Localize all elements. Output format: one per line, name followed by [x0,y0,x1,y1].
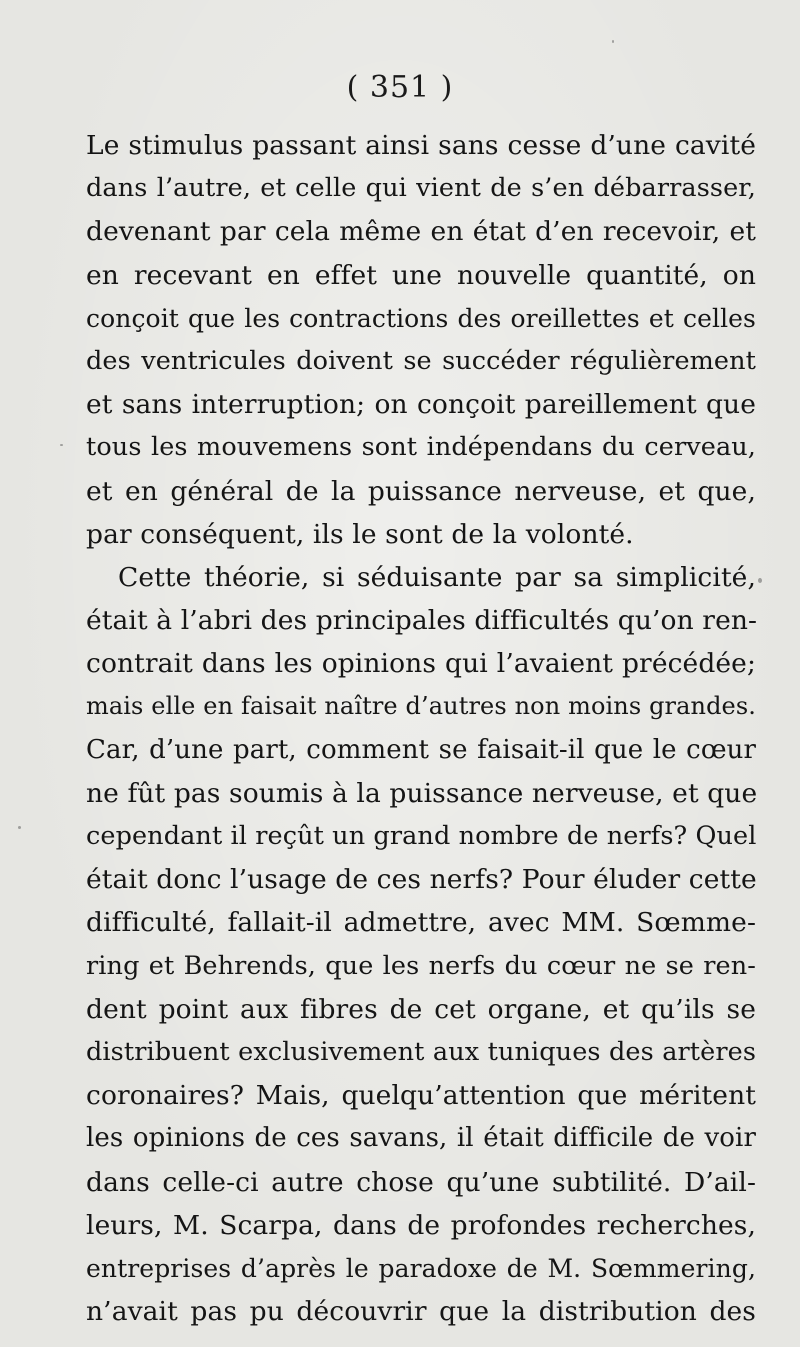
text-line: contrait dans les opinions qui l’avaient précédée; [86,648,756,680]
text-line: n’avait pas pu découvrir que la distribution des [86,1296,756,1328]
paper-speck [60,444,63,446]
text-line: devenant par cela même en état d’en recevoir, et [86,216,756,248]
paper-speck [18,826,21,829]
text-line: dans l’autre, et celle qui vient de s’en débarrasser, [86,173,756,204]
text-line: distribuent exclusivement aux tuniques des artères [86,1036,756,1067]
text-line: en recevant en effet une nouvelle quantité, on [86,259,756,291]
text-line: Cette théorie, si séduisante par sa simplicité, [118,561,756,593]
text-line: les opinions de ces savans, il était difficile de voir [86,1123,756,1154]
text-line: conçoit que les contractions des oreillettes et celles [86,303,756,333]
paper-speck [758,578,762,583]
body-text [86,124,756,1333]
text-line: était à l’abri des principales difficultés qu’on ren- [86,605,758,637]
text-line: tous les mouvemens sont indépendans du cerveau, [86,432,756,463]
text-line: mais elle en faisait naître d’autres non moins grandes. [86,692,756,721]
text-line: Le stimulus passant ainsi sans cesse d’une cavité [86,130,756,161]
text-line: Car, d’une part, comment se faisait-il que le cœur [86,734,756,765]
text-line: des ventricules doivent se succéder régulièrement [86,345,756,376]
text-line: par conséquent, ils le sont de la volonté. [86,518,634,550]
text-line: dans celle-ci autre chose qu’une subtilité. D’ail- [86,1166,756,1198]
text-line: entreprises d’après le paradoxe de M. Sœmmering, [86,1253,756,1283]
text-line: ring et Behrends, que les nerfs du cœur ne se ren- [86,950,756,981]
text-line: cependant il reçût un grand nombre de nerfs? Quel [86,821,757,851]
text-line: et sans interruption; on conçoit pareillement que [86,389,756,421]
text-line: leurs, M. Scarpa, dans de profondes recherches, [86,1209,756,1241]
text-line: et en général de la puissance nerveuse, et que, [86,475,756,507]
page-number: ( 351 ) [346,70,454,105]
text-line: difficulté, fallait-il admettre, avec MM. Sœmme- [86,907,756,939]
text-line: dent point aux fibres de cet organe, et qu’ils se [86,993,756,1025]
text-line: était donc l’usage de ces nerfs? Pour éluder cette [86,864,757,896]
text-line: ne fût pas soumis à la puissance nerveuse, et que [86,777,758,809]
text-line: coronaires? Mais, quelqu’attention que méritent [86,1080,756,1112]
paper-speck [612,40,614,43]
